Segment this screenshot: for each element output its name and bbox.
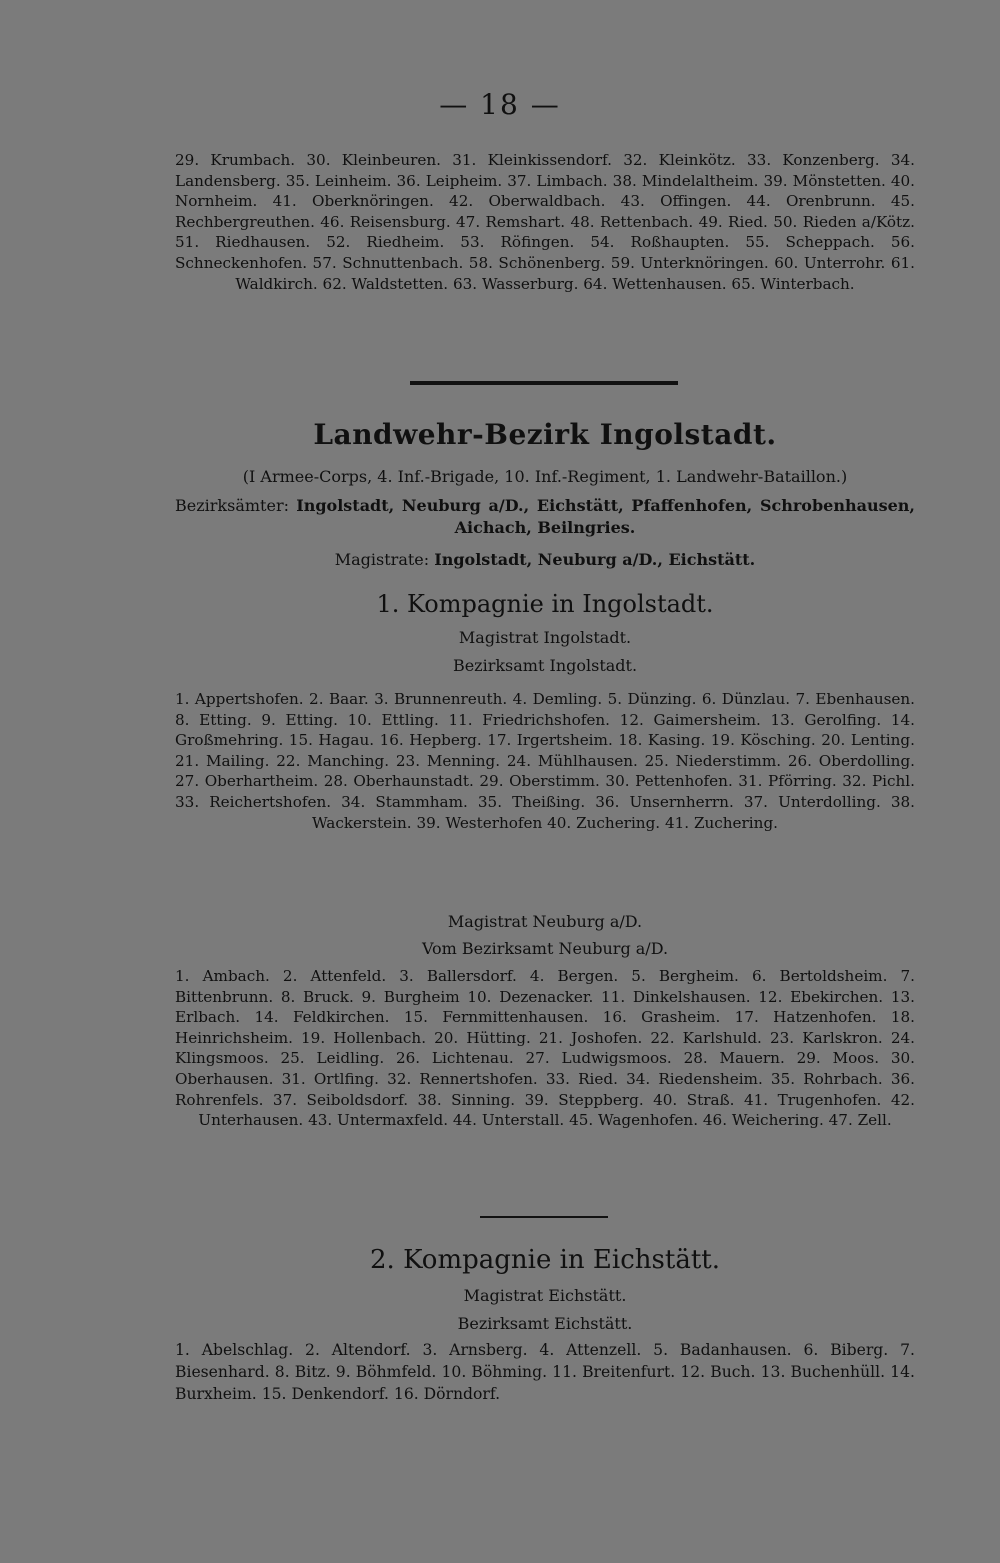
magistrate-label: Magistrate:	[334, 550, 430, 569]
bezirksaemter-list: Ingolstadt, Neuburg a/D., Eichstätt, Pfaffenhofen, Schrobenhausen, Aichach, Beilngries.	[296, 496, 915, 537]
bezirksaemter-label: Bezirksämter:	[175, 496, 289, 515]
district-title: Landwehr-Bezirk Ingolstadt.	[313, 418, 777, 451]
magistrate-line	[175, 549, 915, 571]
magistrate-list: Ingolstadt, Neuburg a/D., Eichstätt.	[434, 550, 756, 569]
divider-rule	[410, 381, 678, 385]
neuburg-magistrat: Magistrat Neuburg a/D.	[447, 912, 643, 931]
paragraph-places-2: 1. Appertshofen. 2. Baar. 3. Brunnenreuth. 4. Demling. 5. Dünzing. 6. Dünzlau. 7. Ebenhausen. 8. Etting. 9. Etting. 10. Ettling. 11. Friedrichshofen. 12. Gaimersheim. 13. Gerolfing. 14. Großmehring. 15. Hagau. 16. Hepberg. 17. Irgertsheim. 18. Kasing. 19. Kösching. 20. Lenting. 21. Mailing. 22. Manching. 23. Menning. 24. Mühlhausen. 25. Niederstimm. 26. Oberdolling. 27. Oberhartheim. 28. Oberhaunstadt. 29. Oberstimm. 30. Pettenhofen. 31. Pförring. 32. Pichl. 33. Reichertshofen. 34. Stammham. 35. Theißing. 36. Unsernherrn. 37. Unterdolling. 38. Wackerstein. 39. Westerhofen 40. Zuchering. 41. Zuchering.	[175, 690, 915, 832]
company2-bezirksamt: Bezirksamt Eichstätt.	[457, 1314, 633, 1333]
paragraph-places-3: 1. Ambach. 2. Attenfeld. 3. Ballersdorf. 4. Bergen. 5. Bergheim. 6. Bertoldsheim. 7. Bittenbrunn. 8. Bruck. 9. Burgheim 10. Dezenacker. 11. Dinkelshausen. 12. Ebekirchen. 13. Erlbach. 14. Feldkirchen. 15. Fernmittenhausen. 16. Grasheim. 17. Hatzenhofen. 18. Heinrichsheim. 19. Hollenbach. 20. Hütting. 21. Joshofen. 22. Karlshuld. 23. Karlskron. 24. Klingsmoos. 25. Leidling. 26. Lichtenau. 27. Ludwigsmoos. 28. Mauern. 29. Moos. 30. Oberhausen. 31. Ortlfing. 32. Rennertshofen. 33. Ried. 34. Riedensheim. 35. Rohrbach. 36. Rohrenfels. 37. Seiboldsdorf. 38. Sinning. 39. Steppberg. 40. Straß. 41. Trugenhofen. 42. Unterhausen. 43. Untermaxfeld. 44. Unterstall. 45. Wagenhofen. 46. Weichering. 47. Zell.	[175, 967, 915, 1130]
company1-title: 1. Kompagnie in Ingolstadt.	[376, 590, 714, 618]
district-subtitle: (I Armee-Corps, 4. Inf.-Brigade, 10. Inf.-Regiment, 1. Landwehr-Bataillon.)	[242, 467, 848, 486]
neuburg-bezirksamt: Vom Bezirksamt Neuburg a/D.	[421, 939, 669, 958]
company1-magistrat: Magistrat Ingolstadt.	[458, 628, 632, 647]
company1-bezirksamt: Bezirksamt Ingolstadt.	[452, 656, 638, 675]
paragraph-places-4: 1. Abelschlag. 2. Altendorf. 3. Arnsberg. 4. Attenzell. 5. Badanhausen. 6. Biberg. 7. Biesenhard. 8. Bitz. 9. Böhmfeld. 10. Böhming. 11. Breitenfurt. 12. Buch. 13. Buchenhüll. 14. Burxheim. 15. Denkendorf. 16. Dörndorf.	[175, 1341, 915, 1403]
page-number: — 18 —	[439, 88, 561, 121]
company2-title: 2. Kompagnie in Eichstätt.	[370, 1245, 720, 1275]
bezirksaemter-block	[175, 495, 915, 539]
divider-rule-short	[480, 1216, 608, 1218]
paragraph-places-1: 29. Krumbach. 30. Kleinbeuren. 31. Kleinkissendorf. 32. Kleinkötz. 33. Konzenberg. 34. Landensberg. 35. Leinheim. 36. Leipheim. 37. Limbach. 38. Mindelaltheim. 39. Mönstetten. 40. Nornheim. 41. Oberknöringen. 42. Oberwaldbach. 43. Offingen. 44. Orenbrunn. 45. Rechbergreuthen. 46. Reisensburg. 47. Remshart. 48. Rettenbach. 49. Ried. 50. Rieden a/Kötz. 51. Riedhausen. 52. Riedheim. 53. Röfingen. 54. Roßhaupten. 55. Scheppach. 56. Schneckenhofen. 57. Schnuttenbach. 58. Schönenberg. 59. Unterknöringen. 60. Unterrohr. 61. Waldkirch. 62. Waldstetten. 63. Wasserburg. 64. Wettenhausen. 65. Winterbach.	[175, 151, 915, 293]
company2-magistrat: Magistrat Eichstätt.	[463, 1286, 627, 1305]
